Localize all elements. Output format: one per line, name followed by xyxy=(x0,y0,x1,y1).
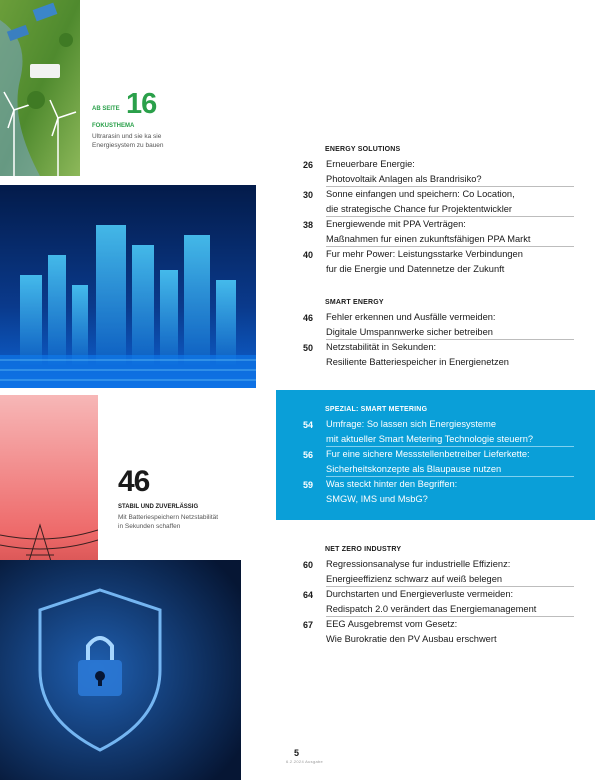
toc-headline: Erneuerbare Energie: xyxy=(326,159,415,169)
toc-page-number: 38 xyxy=(303,220,314,230)
toc-section-energy-solutions xyxy=(276,146,595,281)
toc-headline: Fur eine sichere Messstellenbetreiber Lieferkette: xyxy=(326,449,530,459)
teaser-title: STABIL UND ZUVERLÄSSIG xyxy=(118,504,199,510)
toc-page-number: 67 xyxy=(303,620,314,630)
toc-headline: Netzstabilität in Sekunden: xyxy=(326,342,437,352)
teaser-page-number: 46 xyxy=(118,465,150,498)
divider xyxy=(326,586,574,587)
toc-page-number: 26 xyxy=(303,160,314,170)
digital-city-skyline-photo xyxy=(0,185,256,388)
section-title: SMART ENERGY xyxy=(325,299,384,306)
toc-subline: Wie Burokratie den PV Ausbau erschwert xyxy=(326,634,497,644)
toc-headline: Umfrage: So lassen sich Energiesysteme xyxy=(326,419,496,429)
toc-subline: mit aktueller Smart Metering Technologie steuern? xyxy=(326,434,534,444)
divider xyxy=(326,446,574,447)
toc-page-number: 40 xyxy=(303,250,314,260)
teaser-desc-line: in Sekunden schaffen xyxy=(118,523,181,530)
toc-subline: Redispatch 2.0 verändert das Energiemanagement xyxy=(326,604,537,614)
divider xyxy=(326,339,574,340)
teaser-prefix: AB SEITE xyxy=(92,106,120,112)
toc-subline: Digitale Umspannwerke sicher betreiben xyxy=(326,327,493,337)
toc-headline: Durchstarten und Energieverluste vermeiden: xyxy=(326,589,514,599)
wind-turbine-landscape-photo xyxy=(0,0,80,176)
divider xyxy=(326,616,574,617)
teaser-stabil[interactable] xyxy=(118,465,258,545)
toc-page-number: 30 xyxy=(303,190,314,200)
toc-subline: Sicherheitskonzepte als Blaupause nutzen xyxy=(326,464,502,474)
teaser-page-number: 16 xyxy=(126,88,157,120)
teaser-desc-line: Ultrarasin und sie ka sie xyxy=(92,133,162,140)
teaser-desc-line: Mit Batteriespeichern Netzstabilität xyxy=(118,514,219,521)
toc-headline: Energiewende mit PPA Verträgen: xyxy=(326,219,466,229)
page-number: 5 xyxy=(294,748,300,758)
toc-subline: Energieeffizienz schwarz auf weiß belegen xyxy=(326,574,503,584)
toc-subline: fur die Energie und Datennetze der Zukunft xyxy=(326,264,505,274)
toc-page-number: 60 xyxy=(303,560,314,570)
divider xyxy=(326,246,574,247)
teaser-fokusthema[interactable] xyxy=(92,88,192,158)
section-title: NET ZERO INDUSTRY xyxy=(325,546,402,553)
toc-page-number: 64 xyxy=(303,590,314,600)
toc-page-number: 50 xyxy=(303,343,314,353)
toc-section-smart-energy xyxy=(276,299,595,379)
toc-page-number: 56 xyxy=(303,450,314,460)
divider xyxy=(326,186,574,187)
teaser-title: FOKUSTHEMA xyxy=(92,123,135,129)
issue-info: 6.2.2024 Ausgabe xyxy=(286,759,324,764)
toc-page-number: 59 xyxy=(303,480,314,490)
teaser-desc-line: Energiesystem zu bauen xyxy=(92,142,164,149)
toc-page-number: 54 xyxy=(303,420,314,430)
toc-headline: Was steckt hinter den Begriffen: xyxy=(326,479,458,489)
divider xyxy=(326,476,574,477)
toc-section-net-zero-industry xyxy=(276,546,595,651)
section-title: SPEZIAL: SMART METERING xyxy=(325,406,428,413)
toc-headline: EEG Ausgebremst vom Gesetz: xyxy=(326,619,458,629)
toc-subline: die strategische Chance fur Projektentwickler xyxy=(326,204,513,214)
toc-subline: Resiliente Batteriespeicher in Energienetzen xyxy=(326,357,509,367)
toc-subline: Photovoltaik Anlagen als Brandrisiko? xyxy=(326,174,482,184)
section-title: ENERGY SOLUTIONS xyxy=(325,146,401,153)
toc-section-spezial-smart-metering xyxy=(276,390,595,520)
toc-headline: Sonne einfangen und speichern: Co Location, xyxy=(326,189,515,199)
toc-headline: Fehler erkennen und Ausfälle vermeiden: xyxy=(326,312,496,322)
toc-headline: Fur mehr Power: Leistungsstarke Verbindungen xyxy=(326,249,523,259)
toc-subline: Maßnahmen fur einen zukunftsfähigen PPA Markt xyxy=(326,234,531,244)
toc-subline: SMGW, IMS und MsbG? xyxy=(326,494,428,504)
toc-headline: Regressionsanalyse fur industrielle Effizienz: xyxy=(326,559,511,569)
divider xyxy=(326,216,574,217)
toc-page-number: 46 xyxy=(303,313,314,323)
cyber-security-lock-photo xyxy=(0,560,241,780)
